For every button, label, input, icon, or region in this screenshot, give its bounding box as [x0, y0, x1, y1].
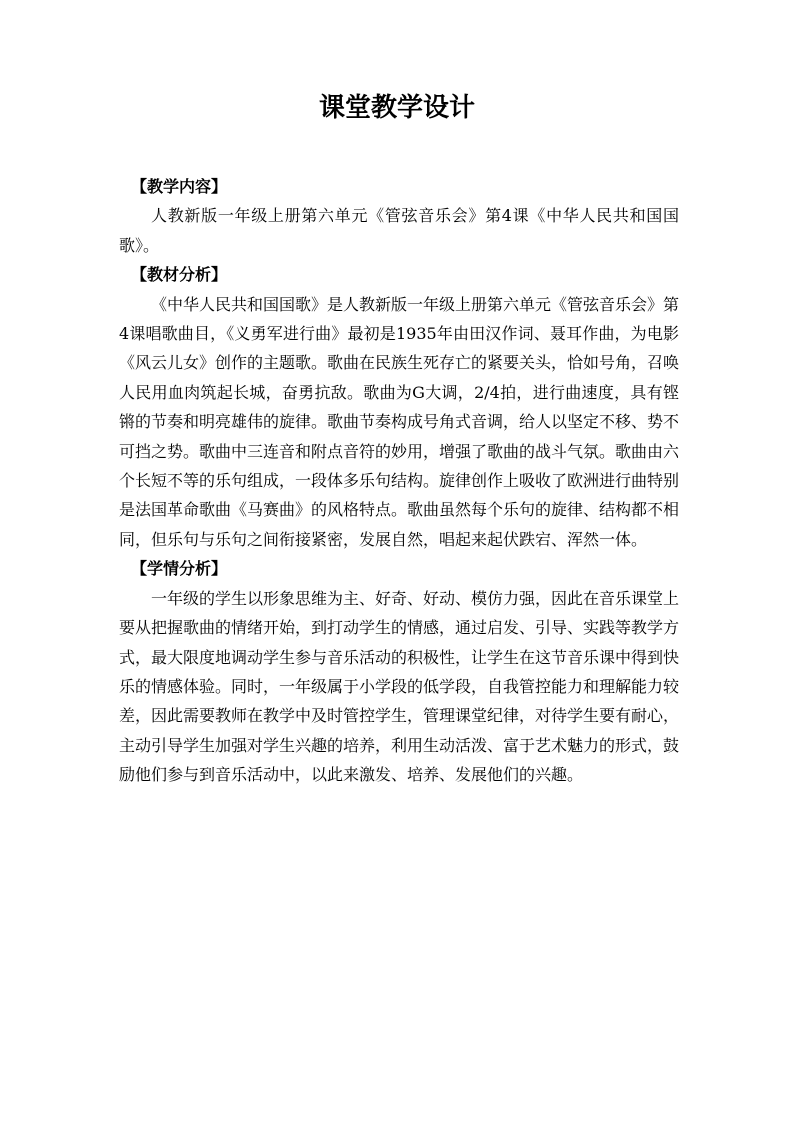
section-text-material-analysis: 《中华人民共和国国歌》是人教新版一年级上册第六单元《管弦音乐会》第4课唱歌曲目，《义勇军进行曲》最初是1935年由田汉作词、聂耳作曲，为电影《风云儿女》创作的主题歌。歌曲在民族生死存亡的紧要关头，恰如号角，召唤人民用血肉筑起长城，奋勇抗敌。歌曲为G大调，2/4拍，进行曲速度，具有铿锵的节奏和明亮雄伟的旋律。歌曲节奏构成号角式音调，给人以坚定不移、势不可挡之势。歌曲中三连音和附点音符的妙用，增强了歌曲的战斗气氛。歌曲由六个长短不等的乐句组成，一段体多乐句结构。旋律创作上吸收了欧洲进行曲特别是法国革命歌曲《马赛曲》的风格特点。歌曲虽然每个乐句的旋律、结构都不相同，但乐句与乐句之间衔接紧密，发展自然，唱起来起伏跌宕、浑然一体。: [119, 294, 680, 549]
section-heading-student-analysis: 【学情分析】: [131, 559, 228, 579]
section-text-teaching-content: 人教新版一年级上册第六单元《管弦音乐会》第4课《中华人民共和国国歌》。: [119, 206, 679, 255]
document-body: [119, 172, 679, 790]
section-text-student-analysis: 一年级的学生以形象思维为主、好奇、好动、模仿力强，因此在音乐课堂上要从把握歌曲的情绪开始，到打动学生的情感，通过启发、引导、实践等教学方式，最大限度地调动学生参与音乐活动的积极性，让学生在这节音乐课中得到快乐的情感体验。同时，一年级属于小学段的低学段，自我管控能力和理解能力较差，因此需要教师在教学中及时管控学生，管理课堂纪律，对待学生要有耐心，主动引导学生加强对学生兴趣的培养，利用生动活泼、富于艺术魅力的形式，鼓励他们参与到音乐活动中，以此来激发、培养、发展他们的兴趣。: [119, 588, 680, 785]
section-heading-teaching-content: 【教学内容】: [131, 177, 228, 196]
section-heading-material-analysis: 【教材分析】: [131, 265, 228, 285]
page-title: 课堂教学设计: [318, 93, 475, 123]
